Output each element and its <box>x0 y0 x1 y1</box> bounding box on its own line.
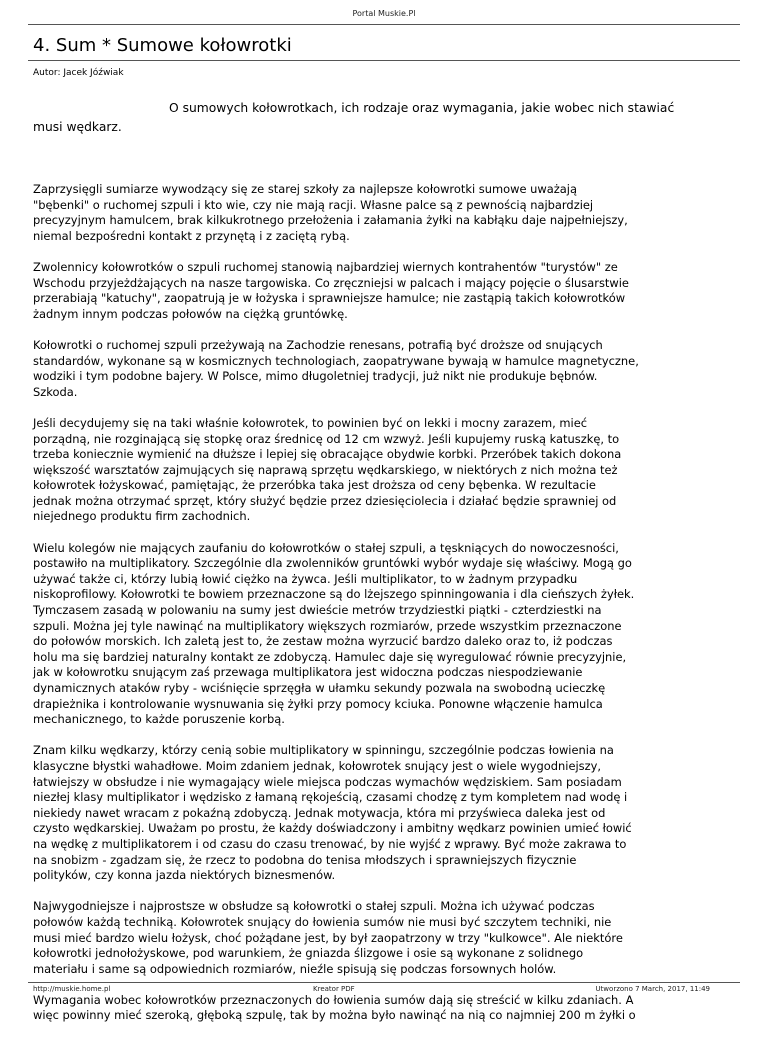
paragraph-line: jak w kołowrotku snującym zaś przewaga multiplikatora jest widoczna podczas niespodziewanie <box>33 665 583 680</box>
paragraph-line: Szkoda. <box>33 384 78 399</box>
page-header-site: Portal Muskie.Pl <box>352 9 416 18</box>
paragraph-line: na wędkę z multiplikatorem i od czasu do czasu trenować, by nie wyjść z wprawy. Być może zakrawa to <box>33 836 627 851</box>
body-paragraph <box>33 338 739 400</box>
article-lead <box>33 99 733 137</box>
body-paragraph <box>33 743 739 883</box>
paragraph-line: postawiło na multiplikatory. Szczególnie dla zwolenników gruntówki wybór wydaje się właściwy. Mogą go <box>33 556 632 571</box>
paragraph-line: niekiedy nawet wracam z pokaźną zdobyczą. Jednak motywacja, która mi przyświeca daleka jest od <box>33 805 606 820</box>
article-author: Autor: Jacek Jóźwiak <box>33 68 124 78</box>
body-paragraph <box>33 993 739 1024</box>
paragraph-line: mechanicznego, to każde poruszenie korbą. <box>33 712 285 727</box>
paragraph-line: wodziki i tym podobne bajery. W Polsce, mimo długoletniej tradycji, już nikt nie produkuje bębnów. <box>33 369 598 384</box>
paragraph-line: musi mieć bardzo wielu łożysk, choć pożądane jest, by był zaopatrzony w trzy "kulkowce". Ale niektóre <box>33 930 623 945</box>
paragraph-line: porządną, nie rozginającą się stopkę oraz średnicę od 12 cm wzwyż. Jeśli kupujemy ruską katuszkę, to <box>33 431 620 446</box>
paragraph-line: szpuli. Można jej tyle nawinąć na multiplikatory większych rozmiarów, przede wszystkim przeznaczone <box>33 618 622 633</box>
paragraph-line: Kołowrotki o ruchomej szpuli przeżywają na Zachodzie renesans, potrafią być droższe od snujących <box>33 337 603 352</box>
paragraph-line: materiału i same są odpowiednich rozmiarów, nieźle spisują się podczas forsownych holów. <box>33 961 557 976</box>
article-title: 4. Sum * Sumowe kołowrotki <box>33 35 292 56</box>
paragraph-line: niezłej klasy multiplikator i wędzisko z łamaną rękojeścią, czasami chodzę z tym kompletem nad wodę i <box>33 790 628 805</box>
article-body <box>33 182 739 1040</box>
paragraph-line: większość warsztatów zajmujących się naprawą sprzętu wędkarskiego, w niektórych z nich można też <box>33 462 618 477</box>
paragraph-line: dynamicznych ataków ryby - wciśnięcie sprzęgła w ułamku sekundy pozwala na swobodną ucieczkę <box>33 681 606 695</box>
body-paragraph <box>33 416 739 525</box>
paragraph-line: holu ma się bardziej naturalny kontakt ze zdobyczą. Hamulec daje się wyregulować równie precyzyjnie, <box>33 649 627 664</box>
paragraph-line: "bębenki" o ruchomej szpuli i kto wie, czy nie mają racji. Własne palce są z pewnością najbardziej <box>33 197 594 212</box>
body-paragraph <box>33 260 739 322</box>
paragraph-line: łatwiejszy w obsłudze i nie wymagający wiele miejsca podczas wymachów wędziskiem. Sam posiadam <box>33 774 622 789</box>
paragraph-line: żadnym innym podczas połowów na ciężką gruntówkę. <box>33 306 348 321</box>
paragraph-line: niejednego produktu firm zachodnich. <box>33 509 251 524</box>
paragraph-line: Wielu kolegów nie mających zaufaniu do kołowrotków o stałej szpuli, a tęskniących do nowoczesności, <box>33 540 619 555</box>
body-paragraph <box>33 899 739 977</box>
paragraph-line: trzeba koniecznie wymienić na dłuższe i lepiej się obracające obydwie korbki. Przeróbek takich dokona <box>33 447 622 462</box>
paragraph-line: Najwygodniejsze i najprostsze w obsłudze są kołowrotki o stałej szpuli. Można ich używać podczas <box>33 899 595 914</box>
paragraph-line: klasyczne błystki wahadłowe. Moim zdaniem jednak, kołowrotek snujący jest o wiele wygodniejszy, <box>33 758 602 773</box>
footer-url: http://muskie.home.pl <box>33 985 111 993</box>
paragraph-line: Zwolennicy kołowrotków o szpuli ruchomej stanowią najbardziej wiernych kontrahentów "turystów" ze <box>33 259 618 274</box>
paragraph-line: jednak można otrzymać sprzęt, który służyć będzie przez dziesięciolecia i działać będzie sprawniej od <box>33 493 617 508</box>
paragraph-line: kołowrotek łożyskować, pamiętając, że przeróbka taka jest droższa od ceny bębenka. W rezultacie <box>33 478 596 493</box>
paragraph-line: Wschodu przyjeżdżających na nasze targowiska. Co zręczniejsi w palcach i mający pojęcie o ślusarstwie <box>33 275 629 290</box>
paragraph-line: niskoprofilowy. Kołowrotki te bowiem przeznaczone są do lżejszego spinningowania i dla cieńszych żyłek. <box>33 587 635 602</box>
paragraph-line: niemal bezpośredni kontakt z przynętą i z zaciętą rybą. <box>33 228 350 243</box>
paragraph-line: standardów, wykonane są w kosmicznych technologiach, zaopatrywane bywają w hamulce magnetyczne, <box>33 353 639 368</box>
paragraph-line: kołowrotki jednołożyskowe, pod warunkiem, że gniazda ślizgowe i osie są wykonane z solidnego <box>33 946 584 961</box>
footer-generator: Kreator PDF <box>313 985 355 993</box>
lead-line: O sumowych kołowrotkach, ich rodzaje oraz wymagania, jakie wobec nich stawiać <box>169 101 675 115</box>
footer-created: Utworzono 7 March, 2017, 11:49 <box>595 985 710 993</box>
paragraph-line: więc powinny mieć szeroką, głęboką szpulę, tak by można było nawinąć na nią co najmniej 200 m żyłki o <box>33 1008 636 1023</box>
header-divider <box>28 24 740 25</box>
paragraph-line: Wymagania wobec kołowrotków przeznaczonych do łowienia sumów dają się streścić w kilku zdaniach. A <box>33 992 634 1007</box>
paragraph-line: Jeśli decydujemy się na taki właśnie kołowrotek, to powinien być on lekki i mocny zarazem, mieć <box>33 415 588 430</box>
paragraph-line: Znam kilku wędkarzy, którzy cenią sobie multiplikatory w spinningu, szczególnie podczas łowienia na <box>33 743 614 758</box>
paragraph-line: precyzyjnym hamulcem, brak kilkukrotnego przełożenia i załamania żyłki na kabłąku daje najpełniejszy, <box>33 213 628 228</box>
body-paragraph <box>33 541 739 728</box>
paragraph-line: przerabiają "katuchy", zaopatrują je w łożyska i sprawniejsze hamulce; nie zastąpią takich kołowrotków <box>33 291 626 306</box>
body-paragraph <box>33 182 739 244</box>
paragraph-line: czysto wędkarskiej. Uważam po prostu, że każdy doświadczony i ambitny wędkarz powinien umieć łowić <box>33 821 632 836</box>
paragraph-line: Zaprzysięgli sumiarze wywodzący się ze starej szkoły za najlepsze kołowrotki sumowe uważają <box>33 182 577 196</box>
paragraph-line: do połowów morskich. Ich zaletą jest to, że zestaw można wyrzucić bardzo daleko oraz to, iż podczas <box>33 634 613 649</box>
title-divider <box>28 60 740 61</box>
paragraph-line: połowów każdą techniką. Kołowrotek snujący do łowienia sumów nie musi być szczytem techniki, nie <box>33 914 612 929</box>
paragraph-line: Tymczasem zasadą w polowaniu na sumy jest dwieście metrów trzydziestki piątki - czterdziestki na <box>33 603 602 618</box>
paragraph-line: polityków, czy konna jazda niektórych biznesmenów. <box>33 868 336 883</box>
paragraph-line: na snobizm - zgadzam się, że rzecz to podobna do tenisa młodszych i sprawniejszych fizycznie <box>33 852 577 867</box>
footer-divider <box>28 982 740 983</box>
paragraph-line: używać także ci, którzy lubią łowić ciężko na żywca. Jeśli multiplikator, to w żadnym przypadku <box>33 571 578 586</box>
paragraph-line: drapieżnika i kontrolowanie wysnuwania się żyłki przy pomocy kciuka. Ponowne włączenie hamulca <box>33 696 603 711</box>
lead-line: musi wędkarz. <box>33 120 122 134</box>
